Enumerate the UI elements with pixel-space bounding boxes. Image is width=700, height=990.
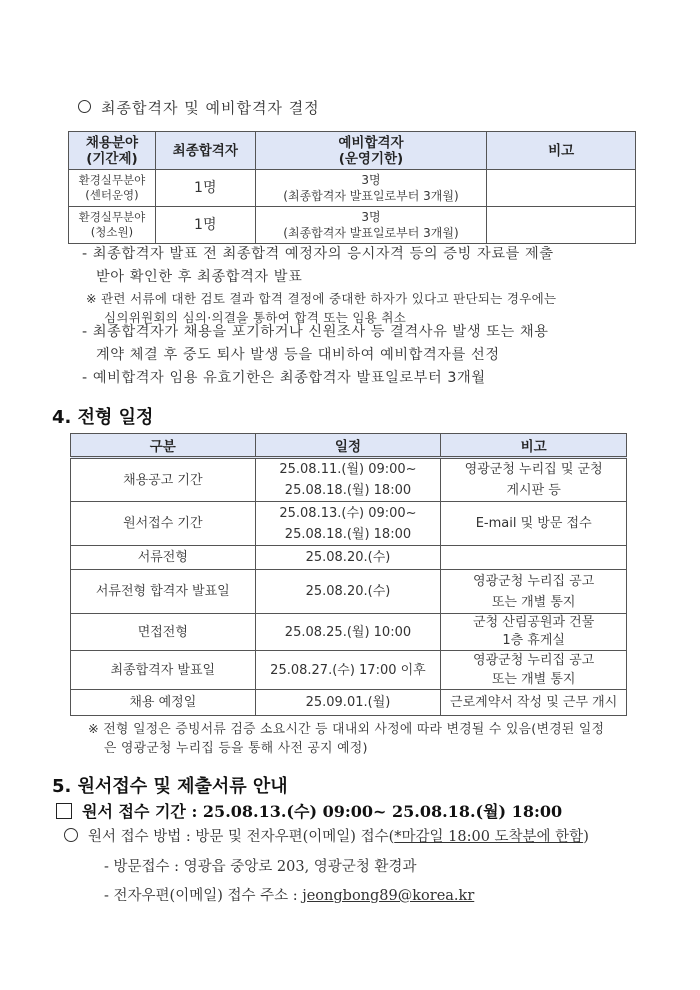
table-header-row: [69, 132, 636, 170]
final-reserve-table: [68, 131, 636, 244]
cell-field: 환경실무분야 (청소원): [69, 207, 156, 244]
cell-final: 1명: [155, 207, 255, 244]
table-row: [71, 690, 627, 716]
cell-reserve: 3명 (최종합격자 발표일로부터 3개월): [255, 207, 487, 244]
schedule-footnote: ※ 전형 일정은 증빙서류 검증 소요시간 등 대내외 사정에 따라 변경될 수 있음(변경된 일정 은 영광군청 누리집 등을 통해 사전 공지 예정): [88, 722, 605, 756]
header-reserve: 예비합격자 (운영기한): [255, 132, 487, 170]
cell-reserve: 3명 (최종합격자 발표일로부터 3개월): [255, 170, 487, 207]
cell-field: 환경실무분야 (센터운영): [69, 170, 156, 207]
section-title-application: 5. 원서접수 및 제출서류 안내: [52, 776, 288, 797]
note-cancellation: ※ 관련 서류에 대한 검토 결과 합격 결정에 중대한 하자가 있다고 판단되는 경우에는 심의위원회의 심의·의결을 통하여 합격 또는 임용 취소: [86, 291, 557, 325]
table-row: [71, 502, 627, 546]
cell-date: 25.08.13.(수) 09:00~ 25.08.18.(월) 18:00: [255, 502, 441, 546]
cell-date: 25.08.25.(월) 10:00: [255, 614, 441, 651]
cell-stage: 면접전형: [71, 614, 256, 651]
cell-stage: 채용공고 기간: [71, 458, 256, 502]
cell-stage: 최종합격자 발표일: [71, 651, 256, 690]
checkbox-square-icon: [56, 803, 72, 819]
sub-heading-final-reserve: [78, 97, 320, 118]
cell-stage: 서류전형 합격자 발표일: [71, 570, 256, 614]
cell-date: 25.08.20.(수): [255, 570, 441, 614]
cell-date: 25.09.01.(월): [255, 690, 441, 716]
cell-note: 영광군청 누리집 및 군청 게시판 등: [441, 458, 627, 502]
header-schedule: 일정: [255, 434, 441, 458]
cell-note: E-mail 및 방문 접수: [441, 502, 627, 546]
table-row: [71, 546, 627, 570]
circle-bullet-icon: [78, 100, 91, 113]
table-row: [69, 170, 636, 207]
header-field: 채용분야 (기간제): [69, 132, 156, 170]
schedule-table: [70, 433, 627, 716]
cell-stage: 채용 예정일: [71, 690, 256, 716]
table-row: [71, 651, 627, 690]
cell-stage: 원서접수 기간: [71, 502, 256, 546]
email-line: - 전자우편(이메일) 접수 주소 : jeongbong89@korea.kr: [104, 888, 475, 904]
table-row: [71, 458, 627, 502]
visit-address: - 방문접수 : 영광읍 중앙로 203, 영광군청 환경과: [104, 859, 417, 875]
circle-bullet-icon: [64, 828, 78, 842]
cell-note: 근로계약서 작성 및 근무 개시: [441, 690, 627, 716]
cell-note: [487, 207, 636, 244]
note-reserve-selection: - 최종합격자가 채용을 포기하거나 신원조사 등 결격사유 발생 또는 채용 계약 체결 후 중도 퇴사 발생 등을 대비하여 예비합격자를 선정: [82, 324, 549, 363]
sub-heading-text: 최종합격자 및 예비합격자 결정: [101, 99, 320, 117]
application-method: 원서 접수 방법 : 방문 및 전자우편(이메일) 접수(*마감일 18:00 도착분에 한함): [64, 825, 589, 846]
cell-stage: 서류전형: [71, 546, 256, 570]
header-stage: 구분: [71, 434, 256, 458]
cell-note: [487, 170, 636, 207]
cell-final: 1명: [155, 170, 255, 207]
header-final: 최종합격자: [155, 132, 255, 170]
email-link[interactable]: jeongbong89@korea.kr: [302, 888, 475, 904]
section-title-schedule: 4. 전형 일정: [52, 407, 154, 428]
table-row: [71, 614, 627, 651]
cell-note: 영광군청 누리집 공고 또는 개별 통지: [441, 570, 627, 614]
table-header-row: [71, 434, 627, 458]
table-row: [71, 570, 627, 614]
note-verification: - 최종합격자 발표 전 최종합격 예정자의 응시자격 등의 증빙 자료를 제출 받아 확인한 후 최종합격자 발표: [82, 246, 554, 285]
cell-note: [441, 546, 627, 570]
cell-date: 25.08.27.(수) 17:00 이후: [255, 651, 441, 690]
cell-note: 군청 산림공원과 건물 1층 휴게실: [441, 614, 627, 651]
application-period: 원서 접수 기간 : 25.08.13.(수) 09:00~ 25.08.18.(월) 18:00: [56, 799, 562, 822]
cell-note: 영광군청 누리집 공고 또는 개별 통지: [441, 651, 627, 690]
table-row: [69, 207, 636, 244]
note-validity: - 예비합격자 임용 유효기한은 최종합격자 발표일로부터 3개월: [82, 370, 486, 386]
cell-date: 25.08.20.(수): [255, 546, 441, 570]
header-note: 비고: [487, 132, 636, 170]
header-note: 비고: [441, 434, 627, 458]
cell-date: 25.08.11.(월) 09:00~ 25.08.18.(월) 18:00: [255, 458, 441, 502]
